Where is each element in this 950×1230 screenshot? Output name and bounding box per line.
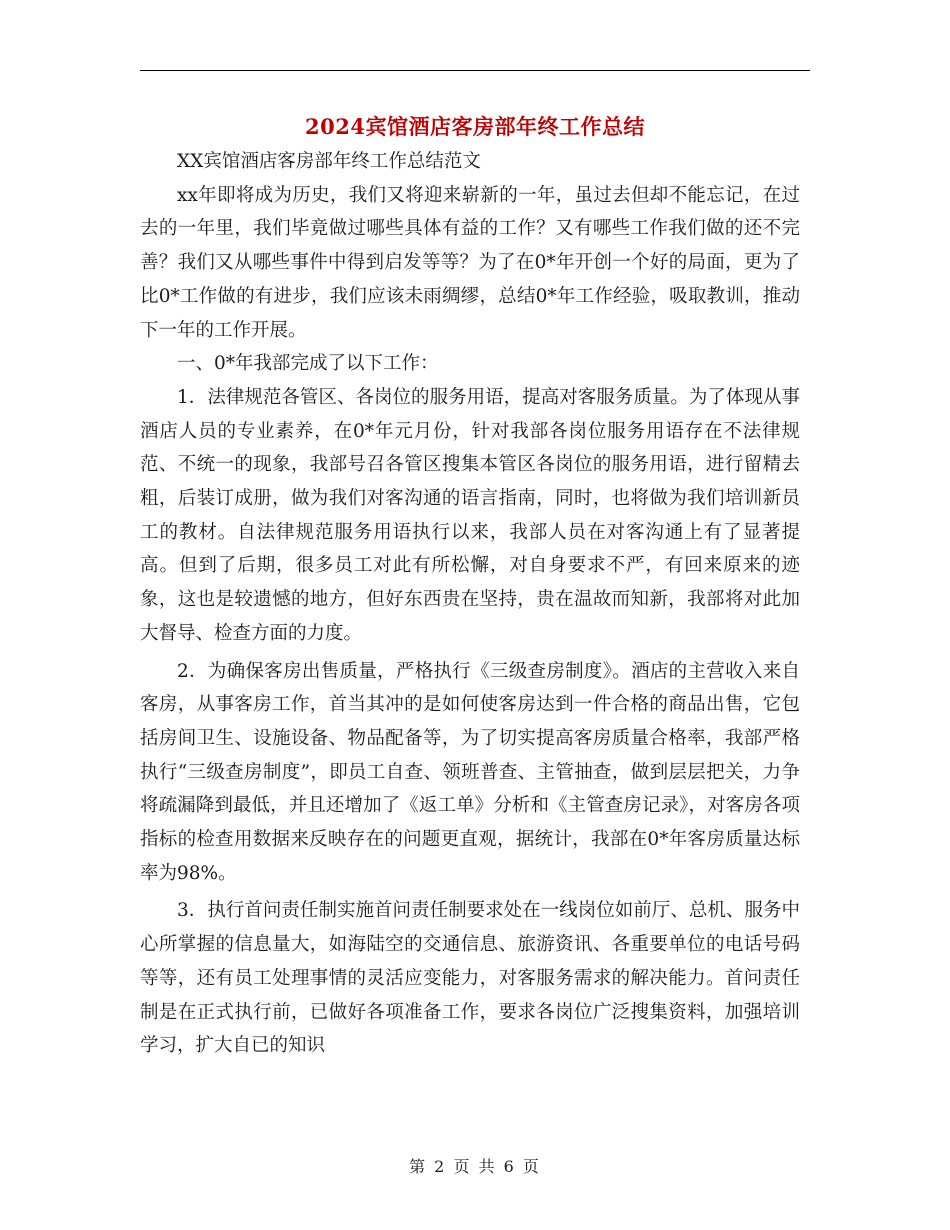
subtitle-paragraph: XX宾馆酒店客房部年终工作总结范文 [177, 151, 481, 172]
document-title: 2024宾馆酒店客房部年终工作总结 [305, 114, 645, 139]
header-rule [140, 70, 810, 71]
document-body [140, 145, 800, 1063]
item-1-paragraph: 1．法律规范各管区、各岗位的服务用语，提高对客服务质量。为了体现从事酒店人员的专业素养，在0*年元月份，针对我部各岗位服务用语存在不法律规范、不统一的现象，我部号召各管区搜集本管区各岗位的服务用语，进行留精去粗，后装订成册，做为我们对客沟通的语言指南，同时，也将做为我们培训新员工的教材。自法律规范服务用语执行以来，我部人员在对客沟通上有了显著提高。但到了后期，很多员工对此有所松懈，对自身要求不严，有回来原来的迹象，这也是较遗憾的地方，但好东西贵在坚持，贵在温故而知新，我部将对此加大督导、检查方面的力度。 [140, 386, 800, 644]
page-number-label: 第 2 页 共 6 页 [409, 1157, 541, 1176]
item-3-paragraph: 3．执行首问责任制实施首问责任制要求处在一线岗位如前厅、总机、服务中心所掌握的信息量大，如海陆空的交通信息、旅游资讯、各重要单位的电话号码等等，还有员工处理事情的灵活应变能力，对客服务需求的解决能力。首问责任制是在正式执行前，已做好各项准备工作，要求各岗位广泛搜集资料，加强培训学习，扩大自已的知识 [140, 900, 800, 1057]
item-2-paragraph: 2．为确保客房出售质量，严格执行《三级查房制度》。酒店的主营收入来自客房，从事客房工作，首当其冲的是如何使客房达到一件合格的商品出售，它包括房间卫生、设施设备、物品配备等，为了切实提高客房质量合格率，我部严格执行“三级查房制度”，即员工自查、领班普查、主管抽查，做到层层把关，力争将疏漏降到最低，并且还增加了《返工单》分析和《主管查房记录》，对客房各项指标的检查用数据来反映存在的问题更直观，据统计，我部在0*年客房质量达标率为98%。 [140, 660, 800, 884]
intro-paragraph: xx年即将成为历史，我们又将迎来崭新的一年，虽过去但却不能忘记，在过去的一年里，我们毕竟做过哪些具体有益的工作？又有哪些工作我们做的还不完善？我们又从哪些事件中得到启发等等？为了在0*年开创一个好的局面，更为了比0*工作做的有进步，我们应该未雨绸缪，总结0*年工作经验，吸取教训，推动下一年的工作开展。 [140, 184, 800, 341]
page-footer [0, 1154, 950, 1177]
section-heading: 一、0*年我部完成了以下工作： [177, 353, 439, 375]
